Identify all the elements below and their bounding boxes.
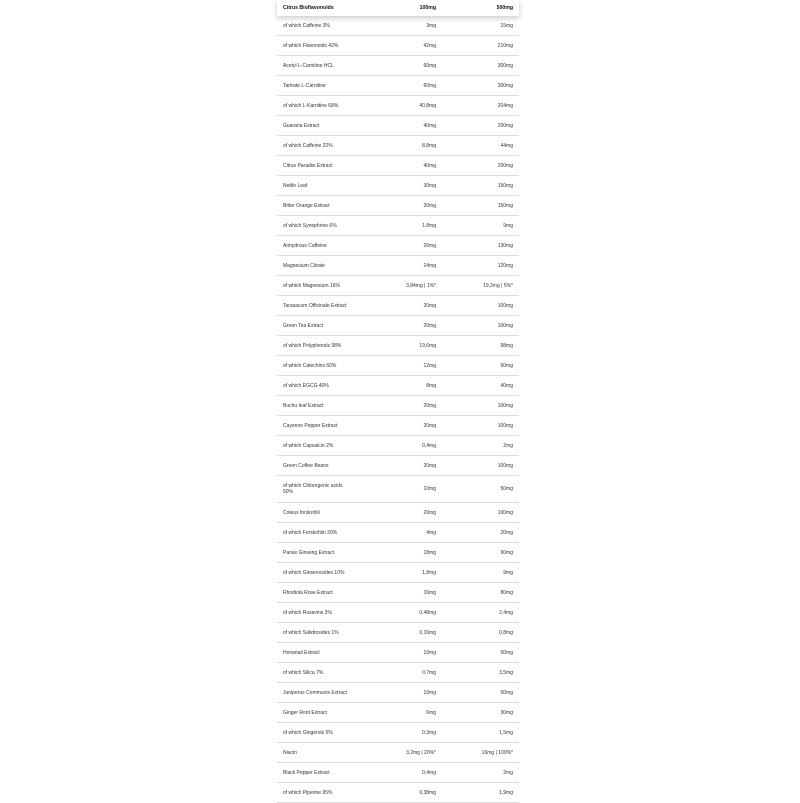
- per-daily-value: 200mg: [497, 162, 513, 169]
- ingredient-name: of which Capsaicin 2%: [283, 442, 334, 449]
- ingredient-name: Buchu leaf Extract: [283, 402, 324, 409]
- per-daily-value: 20mg: [500, 529, 513, 536]
- table-row: [277, 543, 519, 563]
- per-daily-value: 98mg: [500, 342, 513, 349]
- ingredient-name: Juniperus Communis Extract: [283, 689, 347, 696]
- per-daily-value: 50mg: [500, 689, 513, 696]
- per-daily-value: 19,2mg | 5%*: [483, 282, 513, 289]
- per-serving-value: 20mg: [423, 462, 436, 469]
- per-daily-value: 1,9mg: [499, 789, 513, 796]
- table-row: [277, 503, 519, 523]
- per-serving-value: 3,84mg | 1%*: [406, 282, 436, 289]
- per-serving-value: 12mg: [423, 362, 436, 369]
- per-daily-value: 100mg: [497, 462, 513, 469]
- table-row: [277, 396, 519, 416]
- table-row: [277, 356, 519, 376]
- header-ingredient-name: Citrus Bioflavonoids: [283, 5, 334, 11]
- per-serving-value: 60mg: [423, 62, 436, 69]
- table-row: [277, 703, 519, 723]
- table-row: [277, 563, 519, 583]
- per-serving-value: 1,8mg: [422, 222, 436, 229]
- table-row: [277, 216, 519, 236]
- ingredient-name: Panax Ginseng Extract: [283, 549, 335, 556]
- table-row: [277, 256, 519, 276]
- per-serving-value: 10mg: [423, 486, 436, 492]
- per-daily-value: 150mg: [497, 202, 513, 209]
- table-body: [277, 16, 519, 803]
- per-daily-value: 90mg: [500, 549, 513, 556]
- per-daily-value: 100mg: [497, 509, 513, 516]
- per-serving-value: 20mg: [423, 322, 436, 329]
- per-serving-value: 0,38mg: [419, 789, 436, 796]
- table-row: [277, 416, 519, 436]
- ingredient-name: of which Forskohlin 20%: [283, 529, 338, 536]
- per-daily-value: 100mg: [497, 422, 513, 429]
- header-per-serving: 100mg: [419, 5, 436, 11]
- per-serving-value: 3mg: [426, 22, 436, 29]
- per-daily-value: 2,4mg: [499, 609, 513, 616]
- per-daily-value: 1,5mg: [499, 729, 513, 736]
- table-row: [277, 116, 519, 136]
- per-serving-value: 4mg: [426, 529, 436, 536]
- per-serving-value: 0,48mg: [419, 609, 436, 616]
- ingredient-name: Horsetail Extract: [283, 649, 320, 656]
- per-serving-value: 0,3mg: [422, 729, 436, 736]
- per-daily-value: 9mg: [503, 569, 513, 576]
- per-serving-value: 40,8mg: [419, 102, 436, 109]
- ingredient-name: of which Caffeine 3%: [283, 22, 330, 29]
- per-serving-value: 60mg: [423, 82, 436, 89]
- table-row: [277, 296, 519, 316]
- per-serving-value: 0,4mg: [422, 442, 436, 449]
- per-serving-value: 18mg: [423, 549, 436, 556]
- per-daily-value: 60mg: [500, 362, 513, 369]
- per-serving-value: 8mg: [426, 382, 436, 389]
- ingredient-name: Black Pepper Extract: [283, 769, 330, 776]
- ingredient-name: Coleus forskohlii: [283, 509, 320, 516]
- nutrition-table: [277, 0, 519, 803]
- ingredient-name: Magnesium Citrate: [283, 262, 325, 269]
- ingredient-name: Green Coffee Beans: [283, 462, 329, 469]
- table-row: [277, 436, 519, 456]
- per-serving-value: 20mg: [423, 302, 436, 309]
- table-row: [277, 683, 519, 703]
- table-row: [277, 763, 519, 783]
- table-row: [277, 603, 519, 623]
- table-row: [277, 316, 519, 336]
- per-serving-value: 20mg: [423, 402, 436, 409]
- table-row: [277, 176, 519, 196]
- table-row: [277, 583, 519, 603]
- per-daily-value: 50mg: [500, 649, 513, 656]
- per-serving-value: 30mg: [423, 182, 436, 189]
- ingredient-name: of which Piperine 95%: [283, 789, 333, 796]
- table-row: [277, 376, 519, 396]
- ingredient-name: Rhodiola Rose Extract: [283, 589, 333, 596]
- ingredient-name: Niacin: [283, 749, 297, 756]
- per-daily-value: 0,8mg: [499, 629, 513, 636]
- per-daily-value: 204mg: [497, 102, 513, 109]
- per-daily-value: 2mg: [503, 442, 513, 449]
- per-serving-value: 20mg: [423, 422, 436, 429]
- per-serving-value: 20mg: [423, 509, 436, 516]
- ingredient-name: Citrus Paradisi Extract: [283, 162, 333, 169]
- ingredient-name: Guarana Extract: [283, 122, 320, 129]
- ingredient-name: of which Chlorogenic acids 50%: [283, 483, 343, 495]
- per-serving-value: 30mg: [423, 202, 436, 209]
- ingredient-name: of which L-Karnitine 68%: [283, 102, 339, 109]
- per-serving-value: 19,6mg: [419, 342, 436, 349]
- table-row: [277, 16, 519, 36]
- table-row: [277, 96, 519, 116]
- per-serving-value: 26mg: [423, 242, 436, 249]
- ingredient-name: Bitter Orange Extract: [283, 202, 330, 209]
- per-serving-value: 6mg: [426, 709, 436, 716]
- per-daily-value: 100mg: [497, 402, 513, 409]
- per-daily-value: 100mg: [497, 302, 513, 309]
- ingredient-name: Tartrate L-Carnitine: [283, 82, 326, 89]
- table-row: [277, 523, 519, 543]
- ingredient-name: of which Catechins 60%: [283, 362, 337, 369]
- ingredient-name: of which Flavonoids 42%: [283, 42, 339, 49]
- table-row: [277, 623, 519, 643]
- per-daily-value: 300mg: [497, 82, 513, 89]
- ingredient-name: Ginger Root Extract: [283, 709, 327, 716]
- table-row: [277, 456, 519, 476]
- ingredient-name: Cayenne Pepper Extract: [283, 422, 338, 429]
- per-daily-value: 210mg: [497, 42, 513, 49]
- ingredient-name: of which EGCG 40%: [283, 382, 329, 389]
- table-row: [277, 723, 519, 743]
- table-row: [277, 276, 519, 296]
- per-serving-value: 42mg: [423, 42, 436, 49]
- table-row: [277, 336, 519, 356]
- table-row: [277, 56, 519, 76]
- table-header-row: [277, 0, 519, 16]
- per-serving-value: 0,4mg: [422, 769, 436, 776]
- table-row: [277, 643, 519, 663]
- ingredient-name: of which Rosavins 3%: [283, 609, 332, 616]
- table-row: [277, 783, 519, 803]
- ingredient-name: of which Caffeine 22%: [283, 142, 333, 149]
- per-daily-value: 300mg: [497, 62, 513, 69]
- table-row: [277, 236, 519, 256]
- per-serving-value: 24mg: [423, 262, 436, 269]
- table-row: [277, 663, 519, 683]
- table-row: [277, 36, 519, 56]
- per-serving-value: 8,8mg: [422, 142, 436, 149]
- table-row: [277, 196, 519, 216]
- per-daily-value: 200mg: [497, 122, 513, 129]
- table-row: [277, 743, 519, 763]
- ingredient-name: Anhydrous Caffeine: [283, 242, 327, 249]
- per-daily-value: 80mg: [500, 589, 513, 596]
- per-daily-value: 100mg: [497, 322, 513, 329]
- table-row: [277, 136, 519, 156]
- per-serving-value: 10mg: [423, 649, 436, 656]
- per-serving-value: 3,2mg | 20%*: [406, 749, 436, 756]
- per-daily-value: 40mg: [500, 382, 513, 389]
- table-row: [277, 476, 519, 503]
- per-serving-value: 0,7mg: [422, 669, 436, 676]
- per-daily-value: 2mg: [503, 769, 513, 776]
- ingredient-name: of which Ginsenosides 10%: [283, 569, 345, 576]
- ingredient-name: Green Tea Extract: [283, 322, 324, 329]
- per-daily-value: 150mg: [497, 182, 513, 189]
- per-daily-value: 15mg: [500, 22, 513, 29]
- ingredient-name: of which Gingerols 5%: [283, 729, 333, 736]
- ingredient-name: Acetyl L-Carnitine HCL: [283, 62, 334, 69]
- per-daily-value: 3,5mg: [499, 669, 513, 676]
- per-serving-value: 16mg: [423, 589, 436, 596]
- per-daily-value: 120mg: [497, 262, 513, 269]
- per-serving-value: 40mg: [423, 162, 436, 169]
- per-serving-value: 40mg: [423, 122, 436, 129]
- table-row: [277, 76, 519, 96]
- ingredient-name: of which Polyphenols 98%: [283, 342, 342, 349]
- per-daily-value: 16mg | 100%*: [481, 749, 513, 756]
- per-serving-value: 10mg: [423, 689, 436, 696]
- header-per-daily: 500mg: [496, 5, 513, 11]
- ingredient-name: of which Synephrine 6%: [283, 222, 337, 229]
- per-daily-value: 30mg: [500, 709, 513, 716]
- per-serving-value: 0,16mg: [419, 629, 436, 636]
- ingredient-name: of which Magnesium 16%: [283, 282, 340, 289]
- per-daily-value: 44mg: [500, 142, 513, 149]
- ingredient-name: of which Silica 7%: [283, 669, 324, 676]
- table-row: [277, 156, 519, 176]
- ingredient-name: Taraxacum Officinale Extract: [283, 302, 347, 309]
- per-daily-value: 130mg: [497, 242, 513, 249]
- ingredient-name: Nettle Leaf: [283, 182, 308, 189]
- per-daily-value: 9mg: [503, 222, 513, 229]
- per-daily-value: 50mg: [500, 486, 513, 492]
- per-serving-value: 1,8mg: [422, 569, 436, 576]
- ingredient-name: of which Salidrosides 1%: [283, 629, 339, 636]
